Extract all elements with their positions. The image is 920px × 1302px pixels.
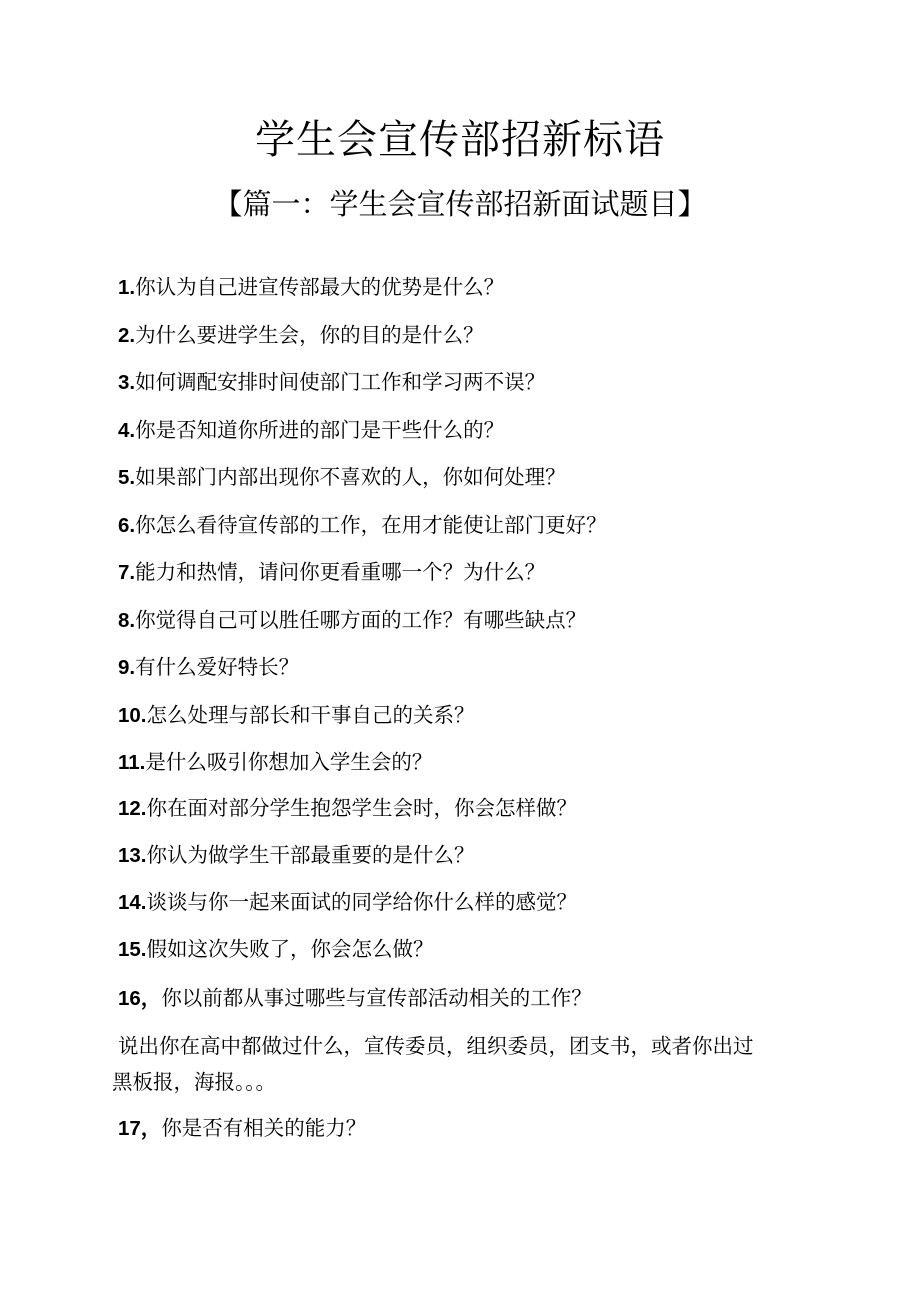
question-item (118, 701, 475, 730)
question-text: 是什么吸引你想加入学生会的？ (145, 750, 433, 774)
question-text: 为什么要进学生会，你的目的是什么？ (135, 323, 484, 347)
question-number: 3. (118, 371, 136, 394)
question-number: 2. (118, 324, 136, 347)
question-item (118, 368, 545, 397)
question-item (118, 463, 566, 492)
question-text: 谈谈与你一起来面试的同学给你什么样的感觉？ (146, 890, 577, 914)
question-number: 7. (118, 561, 136, 584)
question-text: 有什么爱好特长？ (135, 655, 300, 679)
question-number: 12. (118, 797, 147, 820)
question-item (118, 748, 432, 777)
question-text: 能力和热情，请问你更看重哪一个？为什么？ (135, 560, 546, 584)
question-item (118, 321, 484, 350)
section-heading: 【篇一：学生会宣传部招新面试题目】 (213, 187, 707, 221)
question-number: 5. (118, 466, 136, 489)
question-item (118, 935, 434, 964)
question-text: 你认为做学生干部最重要的是什么？ (146, 843, 475, 867)
question-text: 怎么处理与部长和干事自己的关系？ (146, 703, 475, 727)
question-number: 15. (118, 938, 147, 961)
question-number: 14. (118, 891, 147, 914)
question-text: 你觉得自己可以胜任哪方面的工作？有哪些缺点？ (135, 608, 587, 632)
question-number: 13. (118, 844, 147, 867)
question-item (118, 606, 586, 635)
question-number: 8. (118, 609, 136, 632)
question-text: 你怎么看待宣传部的工作，在用才能使让部门更好？ (135, 513, 607, 537)
question-text: 你是否知道你所进的部门是干些什么的？ (135, 418, 505, 442)
question-item (118, 984, 592, 1013)
answer-note: 说出你在高中都做过什么，宣传委员，组织委员，团支书，或者你出过黑板报，海报。。。 (112, 1034, 754, 1094)
question-item (118, 794, 577, 823)
question-item (118, 888, 577, 917)
question-number: 11. (118, 751, 146, 774)
question-item (118, 416, 504, 445)
question-item (118, 558, 545, 587)
question-item (118, 841, 475, 870)
question-text: 如何调配安排时间使部门工作和学习两不误？ (135, 370, 546, 394)
question-item (118, 273, 504, 302)
question-number: 6. (118, 514, 136, 537)
question-text: 假如这次失败了，你会怎么做？ (146, 937, 434, 961)
question-item (118, 653, 299, 682)
question-number: 9. (118, 656, 136, 679)
document-title: 学生会宣传部招新标语 (255, 117, 665, 163)
question-number: 16， (118, 987, 162, 1010)
question-number: 17， (118, 1117, 162, 1140)
question-text: 你认为自己进宣传部最大的优势是什么？ (135, 275, 505, 299)
question-text: 你是否有相关的能力？ (161, 1116, 367, 1140)
question-item (118, 511, 607, 540)
question-number: 4. (118, 419, 136, 442)
question-number: 1. (118, 276, 136, 299)
question-item (118, 1114, 366, 1143)
question-text: 如果部门内部出现你不喜欢的人，你如何处理？ (135, 465, 566, 489)
question-number: 10. (118, 704, 147, 727)
question-text: 你在面对部分学生抱怨学生会时，你会怎样做？ (146, 796, 577, 820)
question-text: 你以前都从事过哪些与宣传部活动相关的工作？ (161, 986, 592, 1010)
